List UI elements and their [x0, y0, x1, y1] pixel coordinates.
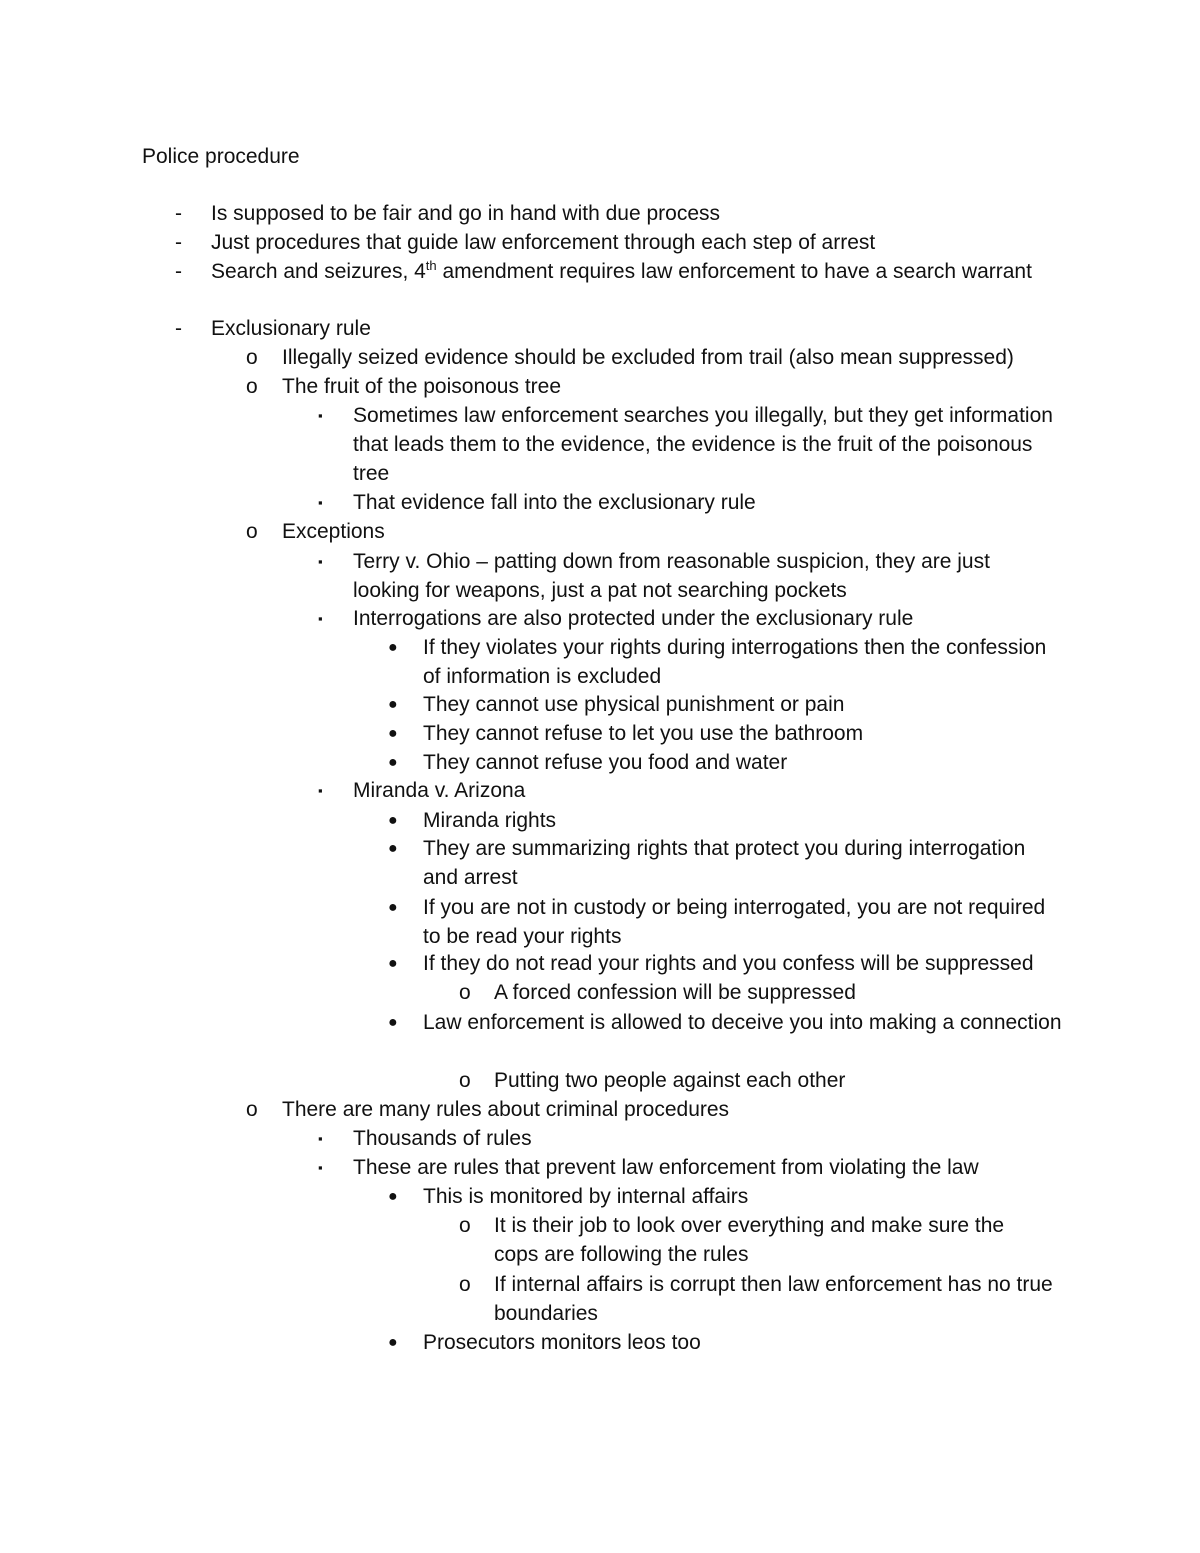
list-item: That evidence fall into the exclusionary rule — [353, 491, 756, 514]
square-bullet: ▪ — [318, 408, 323, 423]
superscript: th — [425, 258, 437, 273]
list-item-text: amendment requires law enforcement to have a search warrant — [436, 260, 1032, 283]
dash-bullet: - — [175, 317, 182, 340]
list-item: Interrogations are also protected under the exclusionary rule — [353, 607, 914, 630]
square-bullet: ▪ — [318, 783, 323, 798]
dot-bullet: ● — [388, 812, 398, 829]
square-bullet: ▪ — [318, 1131, 323, 1146]
list-item: A forced confession will be suppressed — [494, 981, 856, 1004]
list-item: Law enforcement is allowed to deceive you into making a connection — [423, 1011, 1062, 1034]
list-item: There are many rules about criminal procedures — [282, 1098, 730, 1121]
list-item: Exclusionary rule — [211, 317, 371, 340]
list-item: It is their job to look over everything and make sure the cops are following the rules — [494, 1214, 1005, 1266]
square-bullet: ▪ — [318, 554, 323, 569]
list-item: Terry v. Ohio – patting down from reasonable suspicion, they are just looking for weapons, just a pat not searching pockets — [353, 550, 990, 602]
dot-bullet: ● — [388, 1188, 398, 1205]
circle-bullet: o — [246, 1098, 258, 1121]
list-item: Putting two people against each other — [494, 1069, 846, 1092]
dot-bullet: ● — [388, 1334, 398, 1351]
dot-bullet: ● — [388, 1014, 398, 1031]
circle-bullet: o — [246, 375, 258, 398]
circle-bullet: o — [246, 346, 258, 369]
list-item: This is monitored by internal affairs — [423, 1185, 749, 1208]
dash-bullet: - — [175, 202, 182, 225]
list-item: Miranda rights — [423, 809, 557, 832]
dot-bullet: ● — [388, 725, 398, 742]
list-item: If they do not read your rights and you confess will be suppressed — [423, 952, 1034, 975]
list-item: If they violates your rights during interrogations then the confession of information is excluded — [423, 636, 1047, 688]
dot-bullet: ● — [388, 639, 398, 656]
circle-bullet: o — [246, 520, 258, 543]
list-item-text: Search and seizures, 4 — [211, 260, 426, 283]
circle-bullet: o — [459, 1214, 471, 1237]
list-item: They are summarizing rights that protect you during interrogation and arrest — [423, 837, 1026, 889]
list-item: Sometimes law enforcement searches you illegally, but they get information that leads them to the evidence, the evidence is the fruit of the poisonous tree — [353, 404, 1053, 485]
square-bullet: ▪ — [318, 611, 323, 626]
circle-bullet: o — [459, 981, 471, 1004]
list-item: Is supposed to be fair and go in hand with due process — [211, 202, 721, 225]
dot-bullet: ● — [388, 696, 398, 713]
square-bullet: ▪ — [318, 1160, 323, 1175]
square-bullet: ▪ — [318, 495, 323, 510]
list-item: The fruit of the poisonous tree — [282, 375, 561, 398]
list-item: They cannot use physical punishment or pain — [423, 693, 845, 716]
page-title: Police procedure — [142, 145, 300, 168]
dot-bullet: ● — [388, 955, 398, 972]
dash-bullet: - — [175, 260, 182, 283]
list-item: They cannot refuse you food and water — [423, 751, 788, 774]
list-item: Illegally seized evidence should be excluded from trail (also mean suppressed) — [282, 346, 1014, 369]
list-item — [211, 258, 1131, 287]
dash-bullet: - — [175, 231, 182, 254]
circle-bullet: o — [459, 1273, 471, 1296]
dot-bullet: ● — [388, 840, 398, 857]
dot-bullet: ● — [388, 754, 398, 771]
list-item: Thousands of rules — [353, 1127, 532, 1150]
list-item: Prosecutors monitors leos too — [423, 1331, 701, 1354]
list-item: These are rules that prevent law enforcement from violating the law — [353, 1156, 979, 1179]
list-item: Exceptions — [282, 520, 385, 543]
dot-bullet: ● — [388, 899, 398, 916]
list-item: Miranda v. Arizona — [353, 779, 526, 802]
list-item: If internal affairs is corrupt then law enforcement has no true boundaries — [494, 1273, 1053, 1325]
list-item: Just procedures that guide law enforcement through each step of arrest — [211, 231, 876, 254]
list-item: They cannot refuse to let you use the bathroom — [423, 722, 864, 745]
circle-bullet: o — [459, 1069, 471, 1092]
list-item: If you are not in custody or being interrogated, you are not required to be read your rights — [423, 896, 1046, 948]
